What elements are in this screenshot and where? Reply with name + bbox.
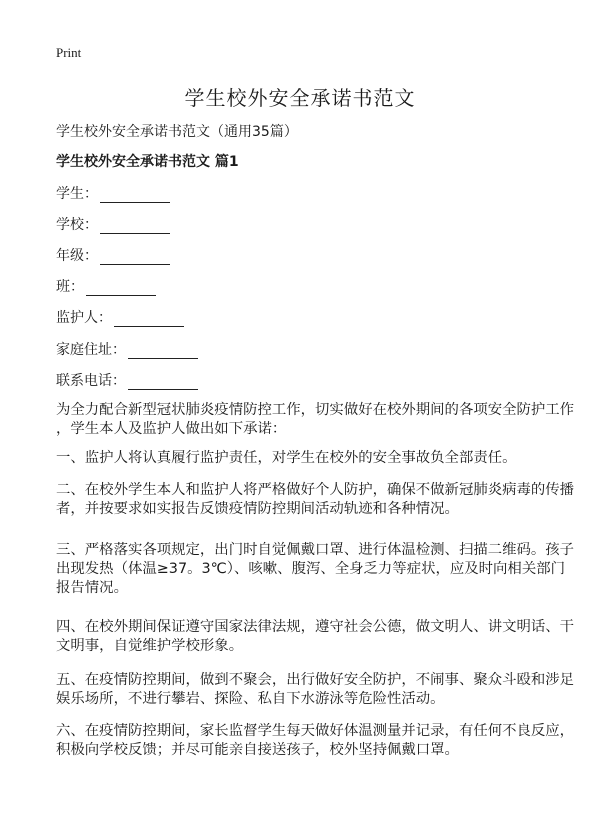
pledge-paragraph-4 xyxy=(56,618,575,656)
form-field-guardian xyxy=(56,307,184,327)
text-line: 报告情况。 xyxy=(56,580,128,596)
text-line: 出现发热（体温≥37。3℃）、咳嗽、腹泻、全身乏力等症状，应及时向相关部门 xyxy=(56,561,565,577)
blank-line xyxy=(100,188,170,203)
blank-line xyxy=(128,375,198,390)
document-subtitle: 学生校外安全承诺书范文（通用35篇） xyxy=(56,124,298,140)
field-label: 年级： xyxy=(56,248,98,264)
text-line: 六、在疫情防控期间，家长监督学生每天做好体温测量并记录，有任何不良反应， xyxy=(56,723,575,739)
form-field-school xyxy=(56,214,170,234)
text-line: 娱乐场所，不进行攀岩、探险、私自下水游泳等危险性活动。 xyxy=(56,691,445,707)
field-label: 家庭住址： xyxy=(56,342,126,358)
pledge-paragraph-1 xyxy=(56,449,556,468)
field-label: 学校： xyxy=(56,217,98,233)
text-line: 三、严格落实各项规定，出门时自觉佩戴口罩、进行体温检测、扫描二维码。孩子 xyxy=(56,542,575,558)
text-line: 四、在校外期间保证遵守国家法律法规，遵守社会公德，做文明人、讲文明话、干 xyxy=(56,619,575,635)
pledge-paragraph-5 xyxy=(56,671,575,709)
document-title: 学生校外安全承诺书范文 xyxy=(184,86,416,110)
blank-line xyxy=(100,250,170,265)
field-label: 监护人： xyxy=(56,310,112,326)
field-label: 学生： xyxy=(56,186,98,202)
pledge-paragraph-3 xyxy=(56,541,575,598)
form-field-address xyxy=(56,339,198,359)
text-line: 五、在疫情防控期间，做到不聚会，出行做好安全防护，不闹事、聚众斗殴和涉足 xyxy=(56,672,575,688)
blank-line xyxy=(114,312,184,327)
blank-line xyxy=(128,344,198,359)
text-line: 二、在校外学生本人和监护人将严格做好个人防护，确保不做新冠肺炎病毒的传播 xyxy=(56,482,575,498)
text-line: ，学生本人及监护人做出如下承诺： xyxy=(56,421,287,437)
text-line: 积极向学校反馈；并尽可能亲自接送孩子，校外坚持佩戴口罩。 xyxy=(56,742,459,758)
section-heading: 学生校外安全承诺书范文 篇1 xyxy=(56,154,239,170)
form-field-grade xyxy=(56,245,170,265)
text-line: 一、监护人将认真履行监护责任，对学生在校外的安全事故负全部责任。 xyxy=(56,450,517,466)
form-field-phone xyxy=(56,370,198,390)
form-field-student xyxy=(56,183,170,203)
text-line: 者，并按要求如实报告反馈疫情防控期间活动轨迹和各种情况。 xyxy=(56,501,459,517)
intro-paragraph xyxy=(56,401,575,439)
blank-line xyxy=(100,219,170,234)
form-field-class xyxy=(56,276,156,296)
field-label: 班： xyxy=(56,279,84,295)
text-line: 文明事，自觉维护学校形象。 xyxy=(56,638,244,654)
text-line: 为全力配合新型冠状肺炎疫情防控工作，切实做好在校外期间的各项安全防护工作 xyxy=(56,402,575,418)
pledge-paragraph-6 xyxy=(56,722,575,760)
pledge-paragraph-2 xyxy=(56,481,575,519)
field-label: 联系电话： xyxy=(56,373,126,389)
print-link[interactable]: Print xyxy=(56,45,82,60)
blank-line xyxy=(86,281,156,296)
